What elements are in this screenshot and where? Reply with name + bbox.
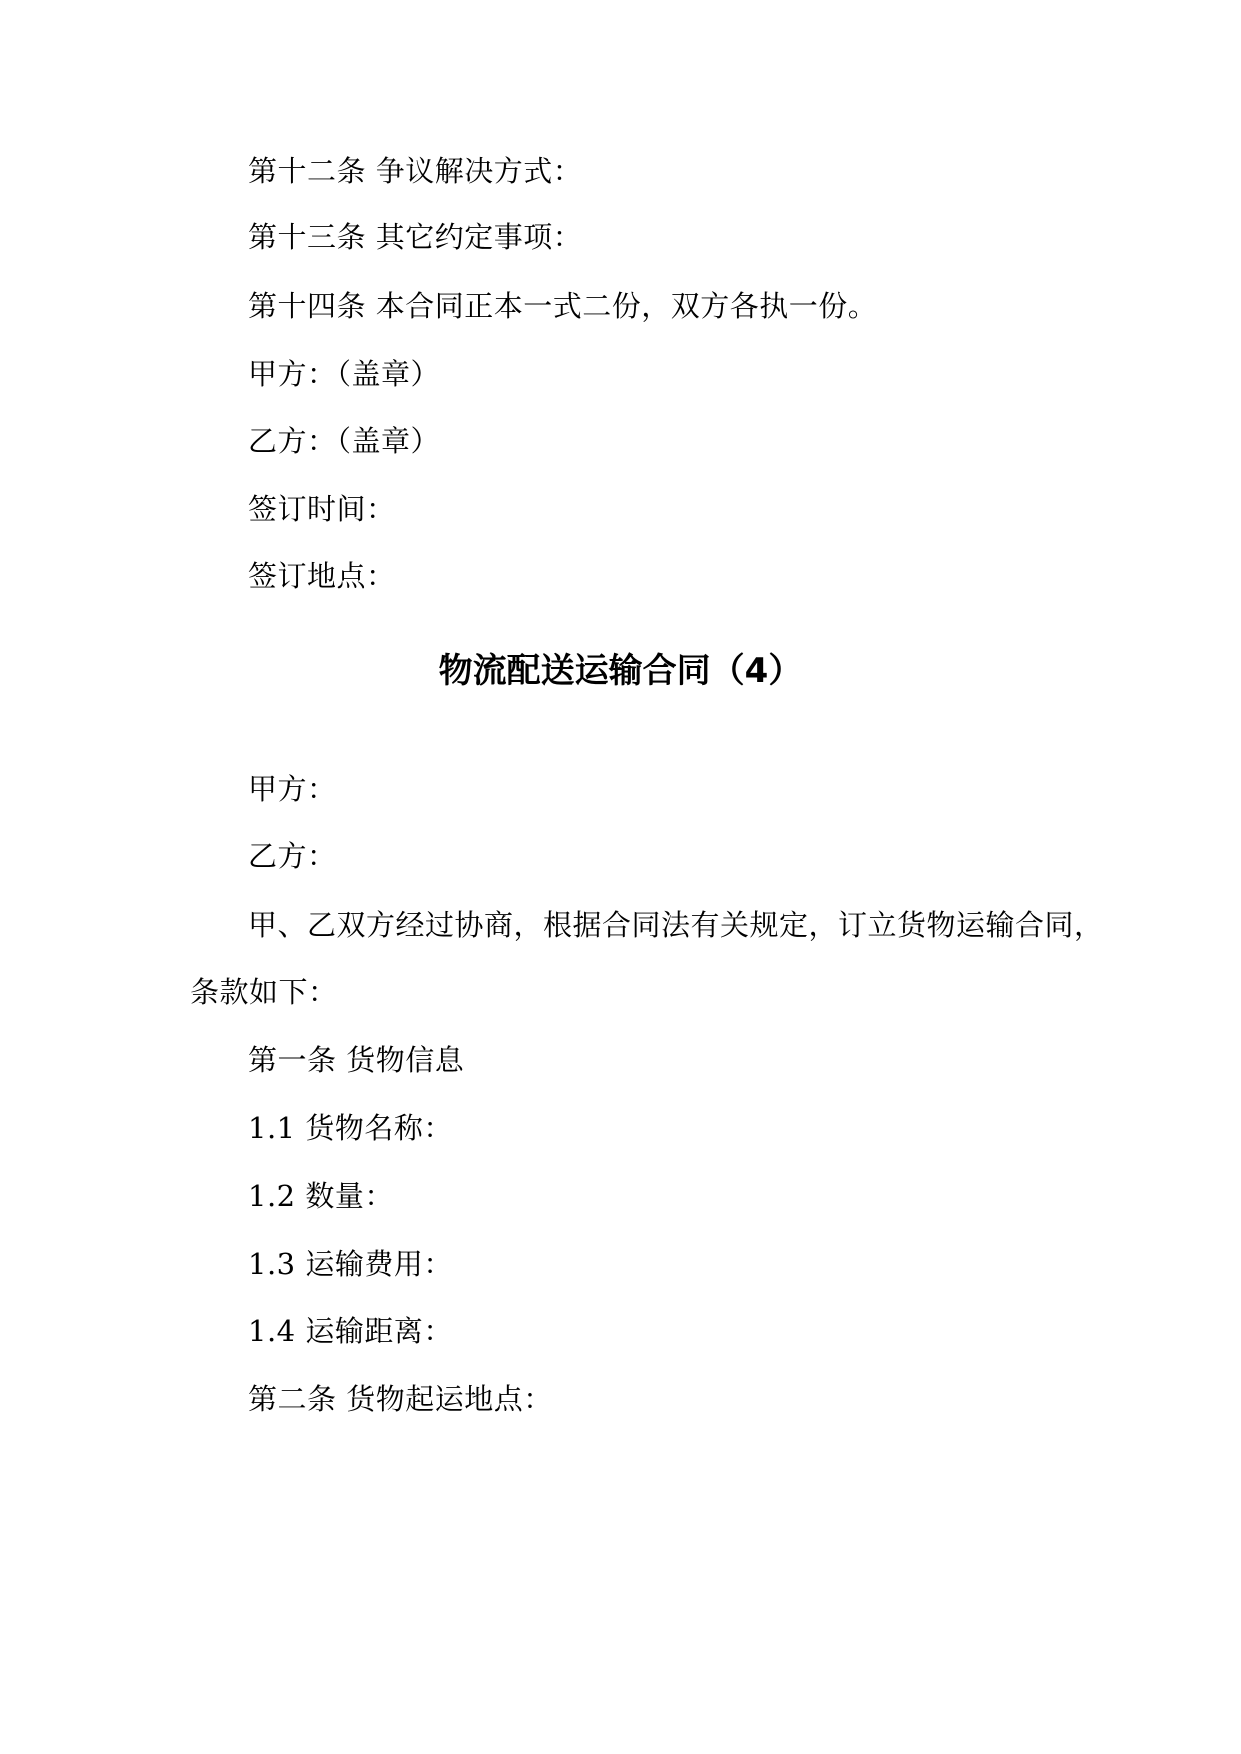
article-2-heading: 第二条 货物起运地点：: [248, 1382, 553, 1416]
article-12-dispute-resolution: 第十二条 争议解决方式：: [248, 154, 583, 188]
article-14-copies: 第十四条 本合同正本一式二份，双方各执一份。: [248, 289, 878, 323]
party-b-seal: 乙方：（盖章）: [248, 424, 441, 458]
article-13-other-matters: 第十三条 其它约定事项：: [248, 220, 583, 254]
article-1-heading: 第一条 货物信息: [248, 1043, 465, 1077]
item-1-3-transport-fee: 1.3 运输费用：: [248, 1247, 453, 1281]
contract-title: 物流配送运输合同（4）: [438, 651, 803, 691]
signing-time: 签订时间：: [248, 492, 396, 526]
party-a-seal: 甲方：（盖章）: [248, 357, 441, 391]
intro-paragraph-line-1: 甲、乙双方经过协商，根据合同法有关规定，订立货物运输合同，: [248, 908, 1104, 942]
item-1-1-goods-name: 1.1 货物名称：: [248, 1111, 453, 1145]
item-1-2-quantity: 1.2 数量：: [248, 1179, 394, 1213]
party-b-label: 乙方：: [248, 839, 337, 873]
party-a-label: 甲方：: [248, 772, 337, 806]
item-1-4-transport-distance: 1.4 运输距离：: [248, 1314, 453, 1348]
intro-paragraph-line-2: 条款如下：: [190, 975, 338, 1009]
signing-place: 签订地点：: [248, 559, 396, 593]
